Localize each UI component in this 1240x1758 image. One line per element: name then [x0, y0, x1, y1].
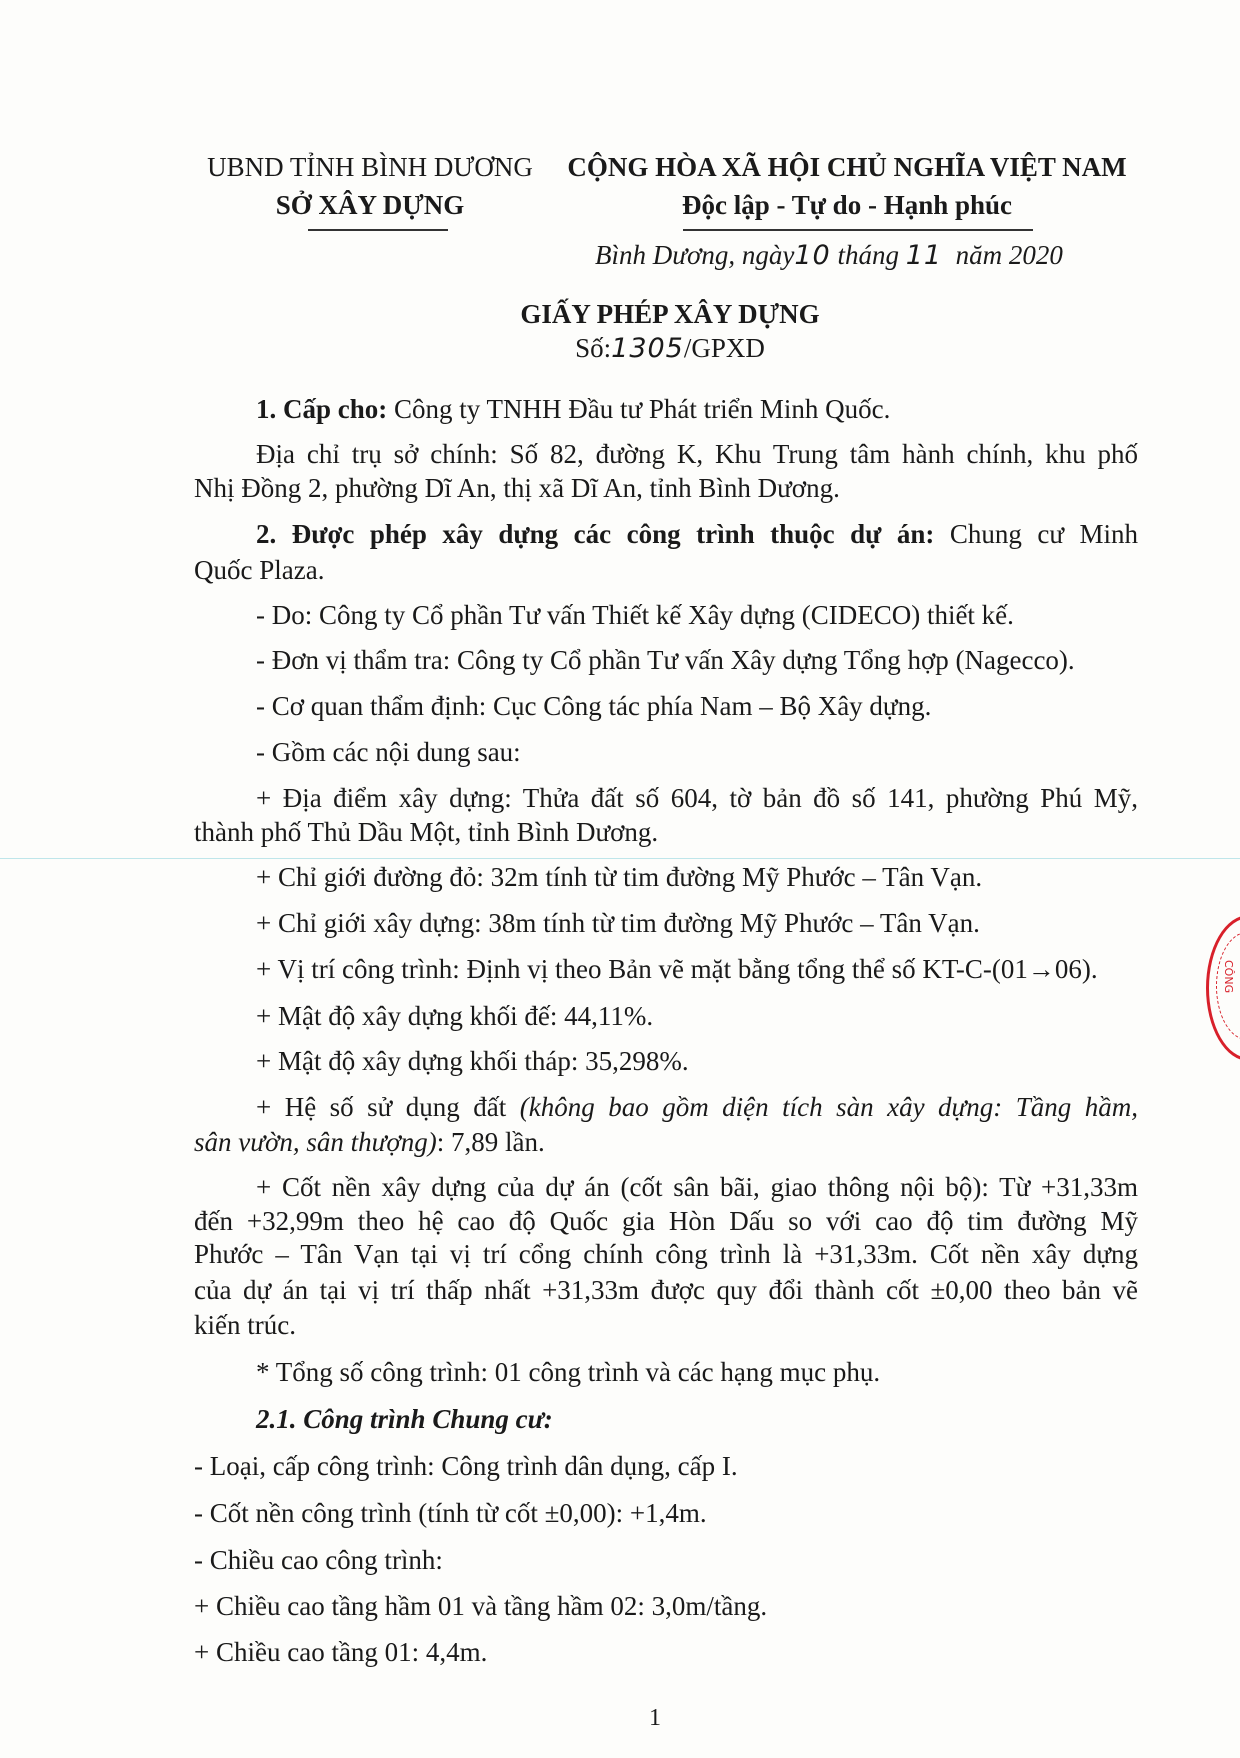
text-segment: + Chỉ giới xây dựng: 38m tính từ tim đường Mỹ Phước – Tân Vạn.: [256, 908, 980, 938]
body-line: [256, 598, 1014, 632]
text-segment: Quốc Plaza.: [194, 555, 325, 585]
text-segment: - Gồm các nội dung sau:: [256, 737, 521, 767]
text-segment: 1. Cấp cho:: [256, 394, 388, 424]
text-segment: + Chiều cao tầng 01: 4,4m.: [194, 1637, 488, 1667]
body-line: [256, 1402, 553, 1436]
body-line: [256, 906, 980, 940]
issue-date: [595, 238, 1063, 273]
text-segment: + Chiều cao tầng hầm 01 và tầng hầm 02: 3,0m/tầng.: [194, 1591, 768, 1621]
text-segment: của dự án tại vị trí thấp nhất +31,33m được quy đổi thành cốt ±0,00 theo bản vẽ: [194, 1275, 1138, 1305]
text-segment: + Cốt nền xây dựng của dự án (cốt sân bãi, giao thông nội bộ): Từ +31,33m: [256, 1172, 1138, 1202]
date-prefix: Bình Dương, ngày: [595, 240, 795, 270]
national-title: CỘNG HÒA XÃ HỘI CHỦ NGHĨA VIỆT NAM: [567, 152, 1127, 182]
text-segment: Nhị Đồng 2, phường Dĩ An, thị xã Dĩ An, tỉnh Bình Dương.: [194, 473, 840, 503]
date-day-handwritten: 10: [794, 240, 831, 271]
text-segment: + Địa điểm xây dựng: Thửa đất số 604, tờ bản đồ số 141, phường Phú Mỹ,: [256, 783, 1138, 813]
body-line: [256, 952, 1098, 986]
text-segment: - Do: Công ty Cổ phần Tư vấn Thiết kế Xây dựng (CIDECO) thiết kế.: [256, 600, 1014, 630]
date-month-label: tháng: [837, 240, 899, 270]
text-segment: Chung cư Minh: [934, 519, 1138, 549]
body-line: [194, 553, 324, 587]
body-line: [256, 781, 1138, 815]
body-line: [194, 1589, 767, 1623]
text-segment: - Loại, cấp công trình: Công trình dân dụng, cấp I.: [194, 1451, 738, 1481]
body-line: [256, 1170, 1138, 1204]
text-segment: Công ty TNHH Đầu tư Phát triển Minh Quốc.: [387, 394, 891, 424]
text-segment: sân vườn, sân thượng): [194, 1127, 437, 1157]
text-segment: - Chiều cao công trình:: [194, 1545, 443, 1575]
header-right-underline: [683, 229, 1033, 231]
body-line: [194, 1635, 487, 1669]
text-segment: Địa chỉ trụ sở chính: Số 82, đường K, Khu Trung tâm hành chính, khu phố: [256, 439, 1138, 469]
text-segment: : 7,89 lần.: [436, 1127, 545, 1157]
body-line: [194, 815, 658, 849]
body-line: [256, 735, 521, 769]
body-line: [256, 437, 1138, 471]
national-motto: Độc lập - Tự do - Hạnh phúc: [681, 190, 1013, 220]
body-line: [194, 1308, 296, 1342]
date-year: năm 2020: [955, 240, 1063, 270]
text-segment: 2. Được phép xây dựng các công trình thuộc dự án:: [256, 519, 935, 549]
text-segment: - Đơn vị thẩm tra: Công ty Cổ phần Tư vấn Xây dựng Tổng hợp (Nagecco).: [256, 645, 1075, 675]
body-line: [256, 1355, 880, 1389]
stamp-text: CÔNG: [1222, 960, 1235, 994]
text-segment: + Chỉ giới đường đỏ: 32m tính từ tim đường Mỹ Phước – Tân Vạn.: [256, 862, 983, 892]
number-handwritten: 1305: [611, 333, 684, 364]
body-line: [194, 1204, 1138, 1238]
issuer-authority: UBND TỈNH BÌNH DƯƠNG: [207, 152, 533, 182]
body-line: [256, 999, 653, 1033]
body-line: [194, 1125, 545, 1159]
number-prefix: Số:: [575, 333, 612, 363]
text-segment: kiến trúc.: [194, 1310, 296, 1340]
text-segment: + Hệ số sử dụng đất: [256, 1092, 520, 1122]
document-number: [0, 331, 1240, 366]
text-segment: Phước – Tân Vạn tại vị trí cổng chính công trình là +31,33m. Cốt nền xây dựng: [194, 1239, 1138, 1269]
text-segment: 2.1. Công trình Chung cư:: [256, 1404, 553, 1434]
body-line: [256, 1090, 1138, 1124]
body-line: [256, 517, 1138, 551]
text-segment: * Tổng số công trình: 01 công trình và các hạng mục phụ.: [256, 1357, 881, 1387]
body-line: [256, 860, 982, 894]
text-segment: (không bao gồm diện tích sàn xây dựng: Tầng hầm,: [519, 1092, 1139, 1122]
number-suffix: /GPXD: [683, 333, 765, 363]
header-left-underline: [308, 229, 448, 231]
body-line: [194, 1273, 1138, 1307]
body-line: [256, 1044, 689, 1078]
body-line: [256, 689, 931, 723]
body-line: [194, 1237, 1138, 1271]
text-segment: + Vị trí công trình: Định vị theo Bản vẽ mặt bằng tổng thể số KT-C-(01→06).: [256, 954, 1098, 984]
body-line: [194, 1543, 443, 1577]
document-title: GIẤY PHÉP XÂY DỰNG: [520, 299, 820, 329]
text-segment: thành phố Thủ Dầu Một, tỉnh Bình Dương.: [194, 817, 659, 847]
body-line: [194, 1496, 707, 1530]
text-segment: + Mật độ xây dựng khối đế: 44,11%.: [256, 1001, 654, 1031]
text-segment: + Mật độ xây dựng khối tháp: 35,298%.: [256, 1046, 689, 1076]
body-line: [256, 643, 1075, 677]
issuer-department: SỞ XÂY DỰNG: [275, 190, 465, 220]
body-line: [194, 1449, 738, 1483]
text-segment: - Cơ quan thẩm định: Cục Công tác phía Nam – Bộ Xây dựng.: [256, 691, 932, 721]
body-line: [194, 471, 840, 505]
text-segment: đến +32,99m theo hệ cao độ Quốc gia Hòn Dấu so với cao độ tim đường Mỹ: [194, 1206, 1138, 1236]
body-line: [256, 392, 890, 426]
date-month-handwritten: 11: [905, 240, 943, 271]
text-segment: - Cốt nền công trình (tính từ cốt ±0,00): +1,4m.: [194, 1498, 707, 1528]
page-number: 1: [649, 1705, 661, 1731]
scan-artifact-line: [0, 858, 1240, 859]
